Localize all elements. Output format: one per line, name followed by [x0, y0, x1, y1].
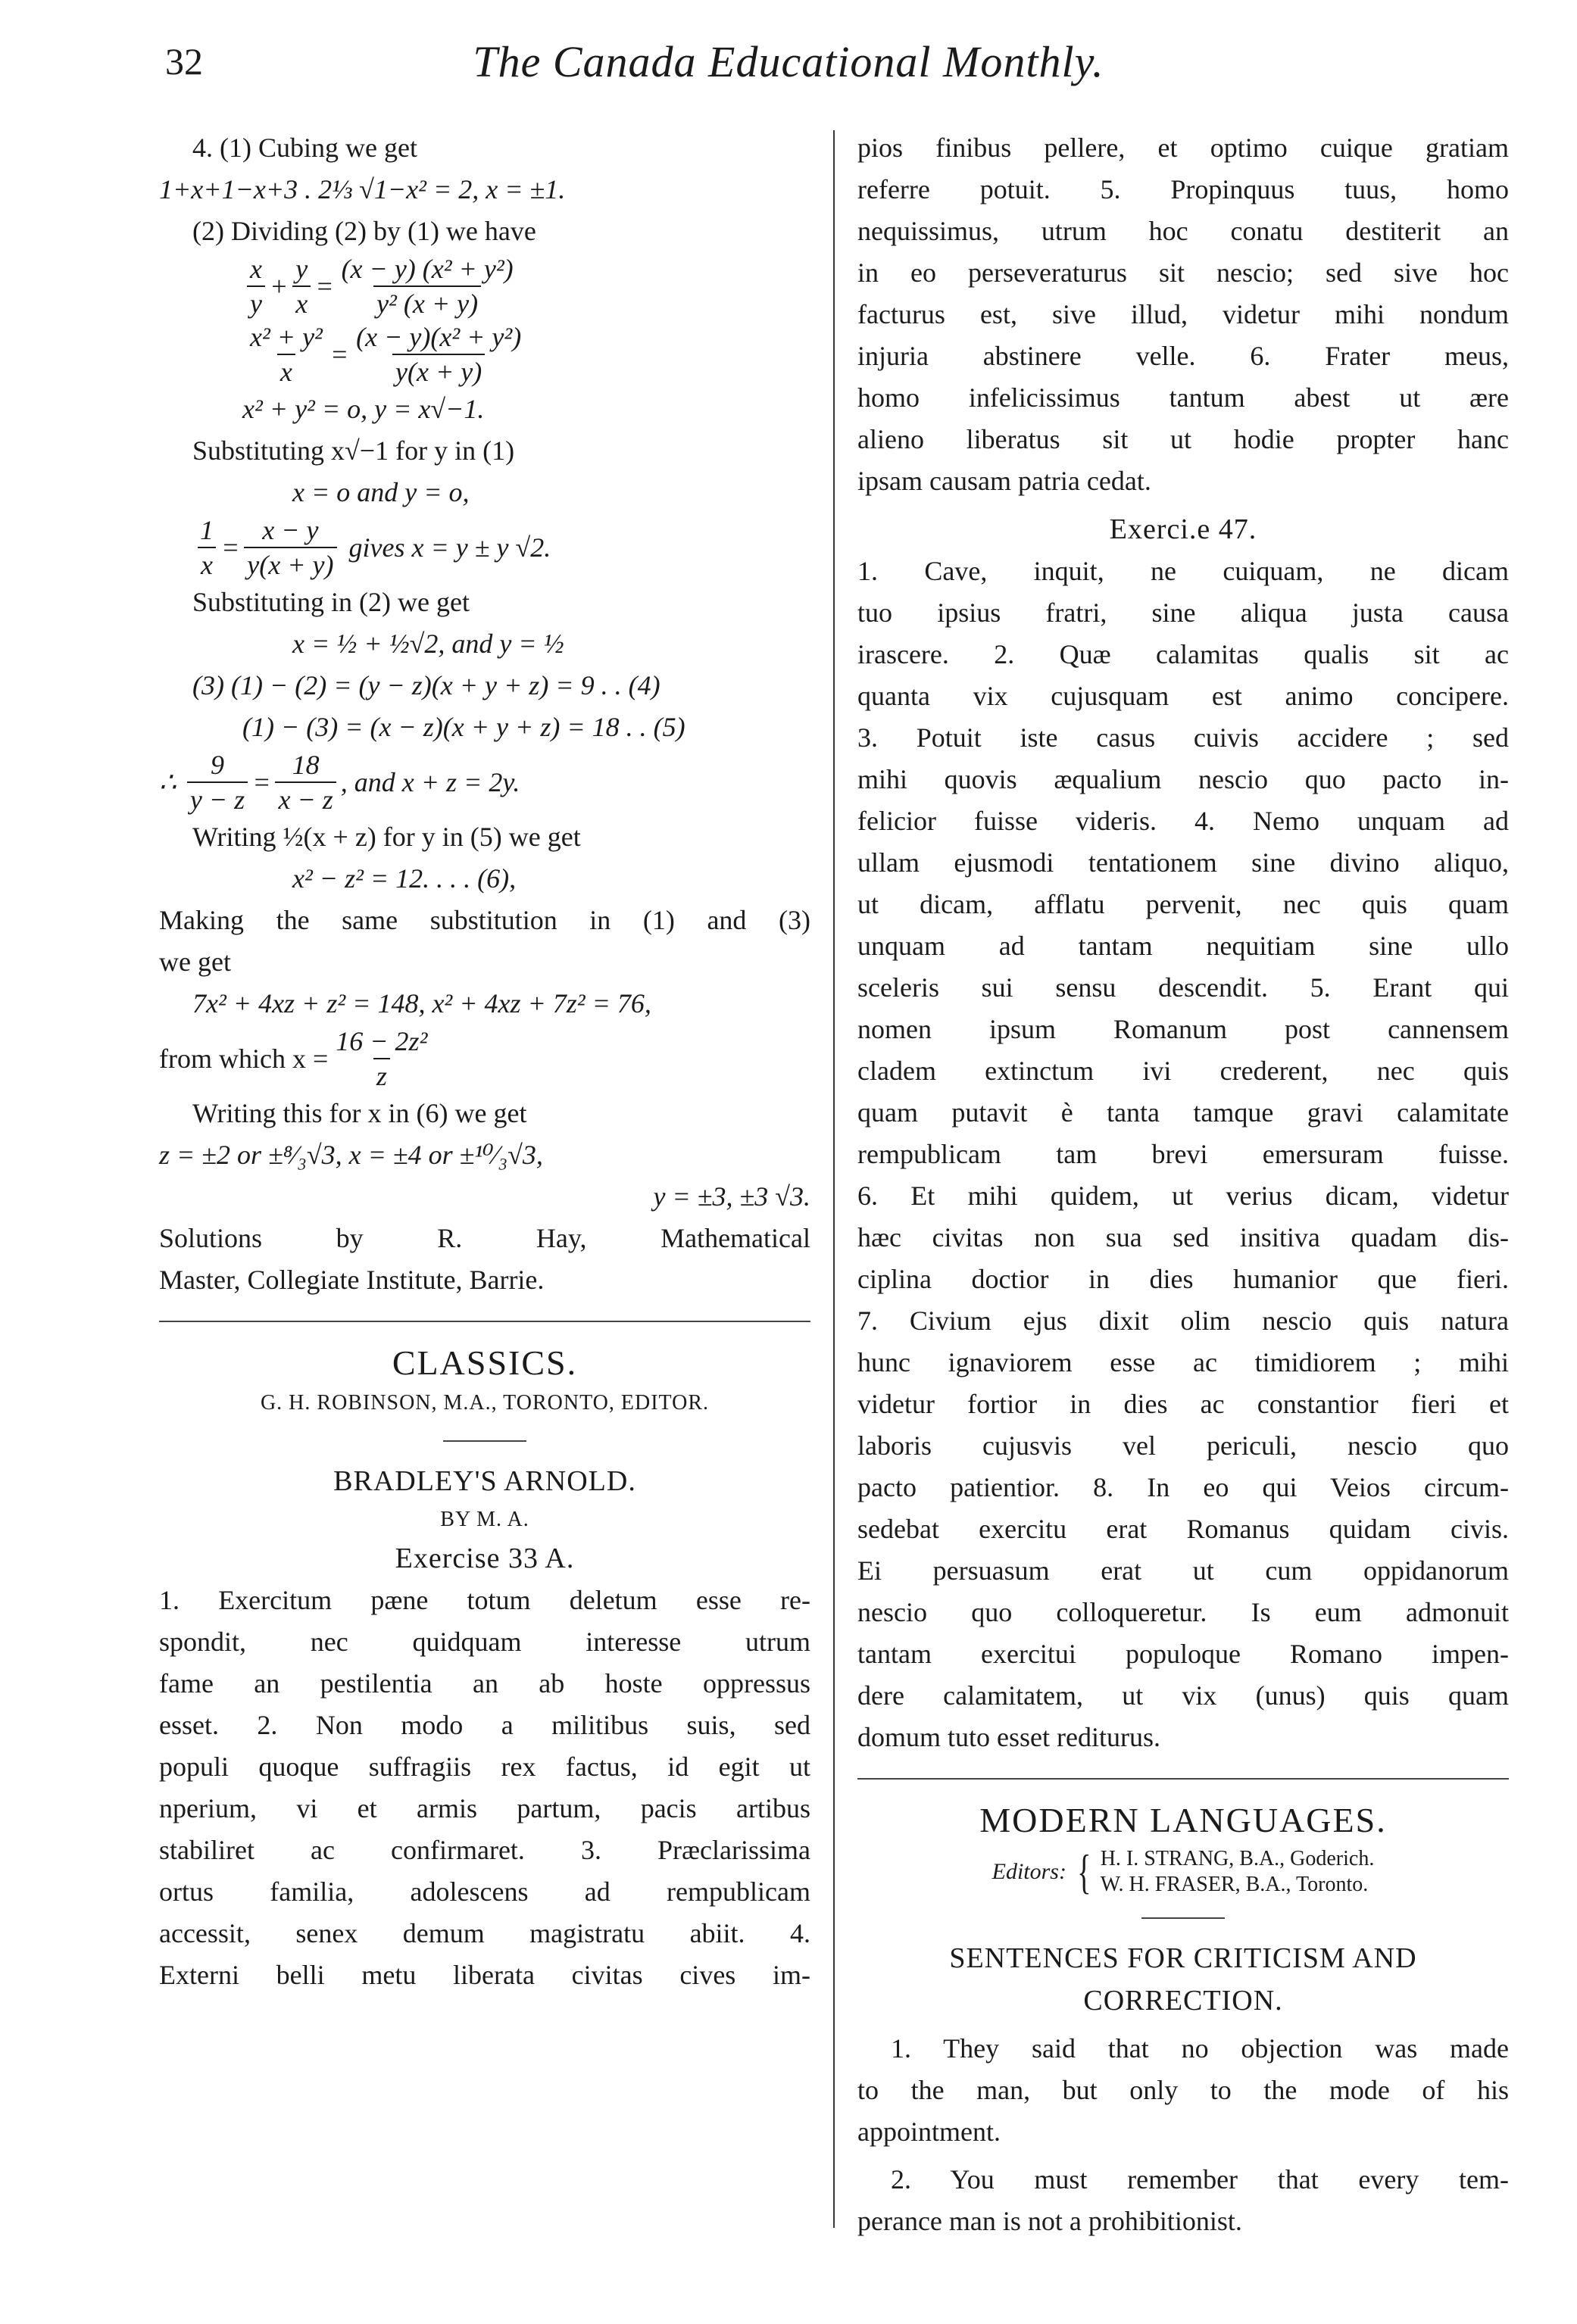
text-line: 1. Exercitum pæne totum deletum esse re- [159, 1585, 810, 1615]
short-rule [443, 1440, 526, 1442]
solution-4-part-2: (2) Dividing (2) by (1) we have [192, 216, 536, 246]
text-line: ciplina doctior in dies humanior que fieri. [857, 1264, 1509, 1294]
latin-exercise-33-text [159, 1580, 810, 1996]
text-line: 1. Cave, inquit, ne cuiquam, ne dicam [857, 556, 1509, 586]
brace-glyph: { [1077, 1845, 1091, 1898]
text-line: fame an pestilentia an ab hoste oppressus [159, 1668, 810, 1699]
writing-line-1: Writing ½(x + z) for y in (5) we get [192, 822, 581, 852]
latin-continuation-text [857, 127, 1509, 502]
text-line: populi quoque suffragiis rex factus, id egit ut [159, 1752, 810, 1782]
text-line: 7. Civium ejus dixit olim nescio quis natura [857, 1305, 1509, 1336]
sentences-heading-1: SENTENCES FOR CRITICISM AND [949, 1942, 1417, 1974]
criticism-1-line-2: to the man, but only to the mode of his [857, 2075, 1509, 2105]
criticism-1-line-3: appointment. [857, 2117, 1001, 2147]
short-rule [1141, 1917, 1225, 1919]
text-line: domum tuto esset rediturus. [857, 1722, 1160, 1752]
text-line: quanta vix cujusquam est animo concipere. [857, 681, 1509, 711]
editor-2: W. H. FRASER, B.A., Toronto. [1100, 1873, 1369, 1896]
text-line: nperium, vi et armis partum, pacis artibus [159, 1793, 810, 1823]
equation-148: 7x² + 4xz + z² = 148, x² + 4xz + 7z² = 76, [192, 988, 651, 1019]
text-line: 3. Potuit iste casus cuivis accidere ; sed [857, 722, 1509, 753]
text-line: stabiliret ac confirmaret. 3. Præclarissima [159, 1835, 810, 1865]
text-line: videtur fortior in dies ac constantior fieri et [857, 1389, 1509, 1419]
part-3-line-1: (3) (1) − (2) = (y − z)(x + y + z) = 9 . . (4) [192, 670, 660, 700]
text-line: Externi belli metu liberata civitas cives im- [159, 1960, 810, 1990]
fraction-equation-3: $\frac{1}{x}$ = $\frac{x - y}{y(x + y)}$ gives x = y ± y √2. [159, 513, 810, 582]
making-line-1: Making the same substitution in (1) and (3) [159, 905, 810, 935]
text-line: unquam ad tantam nequitiam sine ullo [857, 931, 1509, 961]
text-line: referre potuit. 5. Propinquus tuus, homo [857, 174, 1509, 204]
latin-exercise-47-text [857, 551, 1509, 1758]
fraction-equation-1: $\frac{x}{y}$ + $\frac{y}{x}$ = $\frac{\text{(x − y) (x² + y²)}}{\text{y² (x + y)}}$ [159, 252, 810, 320]
criticism-2-line-1: 2. You must remember that every tem- [891, 2164, 1509, 2195]
running-title: The Canada Educational Monthly. [473, 37, 1104, 86]
equation-6: x² − z² = 12. . . . (6), [292, 863, 517, 894]
editor-1: H. I. STRANG, B.A., Goderich. [1100, 1847, 1375, 1870]
text-line: ullam ejusmodi tentationem sine divino aliquo, [857, 847, 1509, 878]
text-line: pacto patientior. 8. In eo qui Veios circum- [857, 1472, 1509, 1502]
exercise-47-heading: Exerci.e 47. [1109, 513, 1257, 545]
text-line: hæc civitas non sua sed insitiva quadam dis- [857, 1222, 1509, 1252]
modern-languages-heading: MODERN LANGUAGES. [979, 1801, 1387, 1839]
text-line: injuria abstinere velle. 6. Frater meus, [857, 341, 1509, 371]
text-line: nomen ipsum Romanum post cannensem [857, 1014, 1509, 1044]
classics-heading: CLASSICS. [392, 1343, 578, 1382]
text-line: alieno liberatus sit ut hodie propter hanc [857, 424, 1509, 454]
editors-block [857, 1846, 1509, 1898]
cube-equation: 1+x+1−x+3 . 2⅓ √1−x² = 2, x = ±1. [159, 174, 566, 204]
text-line: tuo ipsius fratri, sine aliqua justa causa [857, 597, 1509, 628]
text-line: laboris cujusvis vel periculi, nescio quo [857, 1430, 1509, 1461]
text-line: facturus est, sive illud, videtur mihi nondum [857, 299, 1509, 329]
fraction-equation-2: $\frac{\text{x² + y²}}{x}$ = $\frac{\text{(x − y)(x² + y²)}}{y(x + y)}$ [250, 322, 522, 387]
text-line: ortus familia, adolescens ad rempublicam [159, 1876, 810, 1907]
z-solution-line: z = ±2 or ±⁸⁄₃√3, x = ±4 or ±¹⁰⁄₃√3, [159, 1140, 543, 1170]
y-solution-line: y = ±3, ±3 √3. [653, 1181, 810, 1212]
sentences-heading-2: CORRECTION. [1083, 1985, 1283, 2017]
text-line: irascere. 2. Quæ calamitas qualis sit ac [857, 639, 1509, 669]
substituting-line-1: Substituting x√−1 for y in (1) [192, 435, 515, 466]
x-half-equation: x = ½ + ½√2, and y = ½ [292, 629, 564, 659]
text-line: cladem extinctum ivi crederent, nec quis [857, 1056, 1509, 1086]
exercise-33-heading: Exercise 33 A. [395, 1543, 575, 1574]
column-divider [833, 130, 835, 2228]
text-line: ipsam causam patria cedat. [857, 466, 1151, 496]
text-line: spondit, nec quidquam interesse utrum [159, 1627, 810, 1657]
text-line: sceleris sui sensu descendit. 5. Erant qui [857, 972, 1509, 1003]
text-line: quam putavit è tanta tamque gravi calamitate [857, 1097, 1509, 1128]
text-line: ut dicam, afflatu pervenit, nec quis quam [857, 889, 1509, 919]
text-line: nequissimus, utrum hoc conatu destiterit an [857, 216, 1509, 246]
equation-x2-y2: x² + y² = o, y = x√−1. [242, 394, 485, 424]
by-line: BY M. A. [440, 1508, 529, 1531]
text-line: rempublicam tam brevi emersuram fuisse. [857, 1139, 1509, 1169]
text-line: felicior fuisse videris. 4. Nemo unquam ad [857, 806, 1509, 836]
text-line: pios finibus pellere, et optimo cuique gratiam [857, 133, 1509, 163]
bradley-heading: BRADLEY'S ARNOLD. [333, 1465, 636, 1497]
text-line: 6. Et mihi quidem, ut verius dicam, videtur [857, 1181, 1509, 1211]
text-line: in eo perseveraturus sit nescio; sed sive hoc [857, 257, 1509, 288]
solutions-credit-2: Master, Collegiate Institute, Barrie. [159, 1265, 545, 1295]
editors-label: Editors: [991, 1859, 1066, 1884]
left-column [159, 127, 810, 1996]
part-3-line-2: (1) − (3) = (x − z)(x + y + z) = 18 . . (5) [242, 712, 685, 742]
text-line: tantam exercitui populoque Romano impen- [857, 1639, 1509, 1669]
text-line: Ei persuasum erat ut cum oppidanorum [857, 1555, 1509, 1586]
page-number: 32 [165, 40, 203, 83]
x-zero-y-zero: x = o and y = o, [292, 477, 470, 507]
substituting-line-2: Substituting in (2) we get [192, 587, 470, 617]
criticism-2-line-2: perance man is not a prohibitionist. [857, 2206, 1242, 2236]
text-line: homo infelicissimus tantum abest ut ære [857, 382, 1509, 413]
solution-4-part-1: 4. (1) Cubing we get [192, 133, 417, 163]
right-column [857, 127, 1509, 2242]
writing-line-2: Writing this for x in (6) we get [192, 1098, 527, 1128]
criticism-1-line-1: 1. They said that no objection was made [891, 2033, 1509, 2064]
text-line: nescio quo colloqueretur. Is eum admonuit [857, 1597, 1509, 1627]
text-line: esset. 2. Non modo a militibus suis, sed [159, 1710, 810, 1740]
text-line: accessit, senex demum magistratu abiit. 4. [159, 1918, 810, 1948]
text-line: mihi quovis æqualium nescio quo pacto in- [857, 764, 1509, 794]
section-rule [159, 1321, 810, 1322]
fraction-equation-4: ∴ $\frac{9}{y - z}$ = $\frac{18}{x - z}$ , and x + z = 2y. [159, 750, 520, 815]
text-line: sedebat exercitu erat Romanus quidam civis. [857, 1514, 1509, 1544]
text-line: hunc ignaviorem esse ac timidiorem ; mihi [857, 1347, 1509, 1377]
solutions-credit-1: Solutions by R. Hay, Mathematical [159, 1223, 810, 1253]
classics-editor: G. H. ROBINSON, M.A., TORONTO, EDITOR. [260, 1391, 710, 1415]
making-line-2: we get [159, 947, 231, 977]
from-which-equation: from which x = $\frac{\text{16 − 2z²}}{z}$ [159, 1026, 428, 1091]
text-line: dere calamitatem, ut vix (unus) quis quam [857, 1680, 1509, 1711]
section-rule [857, 1778, 1509, 1780]
